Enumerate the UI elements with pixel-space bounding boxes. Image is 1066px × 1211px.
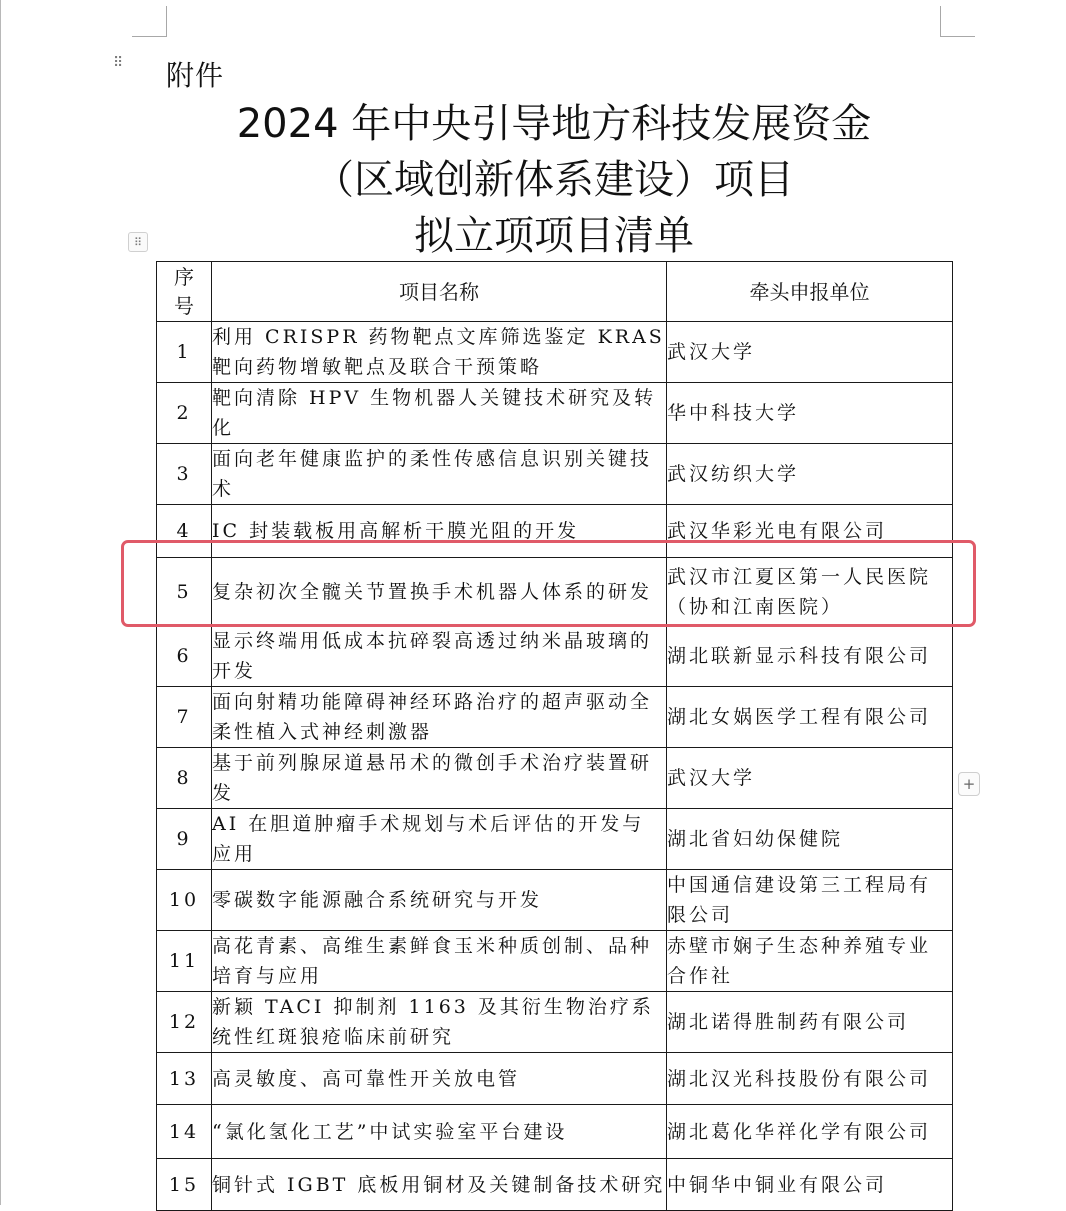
row-number: 5 — [157, 558, 212, 626]
project-name-cell: 显示终端用低成本抗碎裂高透过纳米晶玻璃的开发 — [212, 626, 667, 687]
row-number: 7 — [157, 687, 212, 748]
header-number: 序 号 — [157, 262, 212, 322]
document-title — [156, 96, 952, 264]
table-row — [157, 383, 953, 444]
row-number: 4 — [157, 505, 212, 558]
table-row — [157, 558, 953, 626]
project-name-cell: 新颖 TACI 抑制剂 1163 及其衍生物治疗系统性红斑狼疮临床前研究 — [212, 992, 667, 1053]
project-name-cell: 高花青素、高维生素鲜食玉米种质创制、品种培育与应用 — [212, 931, 667, 992]
row-number: 14 — [157, 1105, 212, 1159]
table-row — [157, 505, 953, 558]
table-body — [157, 322, 953, 1211]
row-number: 11 — [157, 931, 212, 992]
add-row-button[interactable] — [958, 772, 980, 796]
attachment-label: 附件 — [166, 59, 225, 92]
table-row — [157, 748, 953, 809]
title-line-3: 拟立项项目清单 — [414, 213, 694, 259]
page-edge — [0, 0, 1, 1205]
table-row — [157, 322, 953, 383]
project-name-cell: 高灵敏度、高可靠性开关放电管 — [212, 1053, 667, 1105]
project-name-cell: “氯化氢化工艺”中试实验室平台建设 — [212, 1105, 667, 1159]
project-name-cell: 利用 CRISPR 药物靶点文库筛选鉴定 KRAS 靶向药物增敏靶点及联合干预策略 — [212, 322, 667, 383]
lead-unit-cell: 武汉大学 — [667, 322, 953, 383]
table-row — [157, 931, 953, 992]
lead-unit-cell: 中国通信建设第三工程局有限公司 — [667, 870, 953, 931]
lead-unit-cell: 华中科技大学 — [667, 383, 953, 444]
project-name-cell: 靶向清除 HPV 生物机器人关键技术研究及转化 — [212, 383, 667, 444]
title-line-2: （区域创新体系建设）项目 — [314, 157, 794, 203]
project-name-cell: 面向射精功能障碍神经环路治疗的超声驱动全柔性植入式神经刺激器 — [212, 687, 667, 748]
table-drag-handle-icon[interactable]: ⠿ — [128, 232, 148, 252]
paragraph-drag-handle-icon[interactable]: ⠿ — [113, 55, 122, 71]
lead-unit-cell: 武汉大学 — [667, 748, 953, 809]
lead-unit-cell: 湖北葛化华祥化学有限公司 — [667, 1105, 953, 1159]
title-line-1: 2024 年中央引导地方科技发展资金 — [236, 101, 872, 147]
page-margin-corner-left — [132, 6, 167, 37]
project-name-cell: 基于前列腺尿道悬吊术的微创手术治疗装置研发 — [212, 748, 667, 809]
row-number: 3 — [157, 444, 212, 505]
row-number: 10 — [157, 870, 212, 931]
table-row — [157, 687, 953, 748]
row-number: 12 — [157, 992, 212, 1053]
lead-unit-cell: 中铜华中铜业有限公司 — [667, 1159, 953, 1211]
lead-unit-cell: 湖北汉光科技股份有限公司 — [667, 1053, 953, 1105]
row-number: 9 — [157, 809, 212, 870]
header-project-name: 项目名称 — [212, 262, 667, 322]
table-row — [157, 626, 953, 687]
lead-unit-cell: 湖北女娲医学工程有限公司 — [667, 687, 953, 748]
row-number: 6 — [157, 626, 212, 687]
page-margin-corner-right — [940, 6, 975, 37]
project-table — [156, 261, 953, 1211]
row-number: 1 — [157, 322, 212, 383]
table-row — [157, 444, 953, 505]
table-header-row — [157, 262, 953, 322]
row-number: 13 — [157, 1053, 212, 1105]
row-number: 2 — [157, 383, 212, 444]
project-name-cell: 零碳数字能源融合系统研究与开发 — [212, 870, 667, 931]
header-lead-unit: 牵头申报单位 — [667, 262, 953, 322]
table-row — [157, 870, 953, 931]
lead-unit-cell: 武汉纺织大学 — [667, 444, 953, 505]
table-row — [157, 1159, 953, 1211]
project-name-cell: 铜针式 IGBT 底板用铜材及关键制备技术研究 — [212, 1159, 667, 1211]
table-row — [157, 1105, 953, 1159]
project-name-cell: 面向老年健康监护的柔性传感信息识别关键技术 — [212, 444, 667, 505]
lead-unit-cell: 湖北诺得胜制药有限公司 — [667, 992, 953, 1053]
table-row — [157, 992, 953, 1053]
table-row — [157, 1053, 953, 1105]
lead-unit-cell: 赤壁市娴子生态种养殖专业合作社 — [667, 931, 953, 992]
row-number: 15 — [157, 1159, 212, 1211]
project-name-cell: IC 封装载板用高解析干膜光阻的开发 — [212, 505, 667, 558]
lead-unit-cell: 武汉华彩光电有限公司 — [667, 505, 953, 558]
table-row — [157, 809, 953, 870]
project-name-cell: 复杂初次全髋关节置换手术机器人体系的研发 — [212, 558, 667, 626]
lead-unit-cell: 武汉市江夏区第一人民医院（协和江南医院） — [667, 558, 953, 626]
project-name-cell: AI 在胆道肿瘤手术规划与术后评估的开发与应用 — [212, 809, 667, 870]
lead-unit-cell: 湖北省妇幼保健院 — [667, 809, 953, 870]
row-number: 8 — [157, 748, 212, 809]
lead-unit-cell: 湖北联新显示科技有限公司 — [667, 626, 953, 687]
plus-icon: + — [962, 775, 976, 793]
